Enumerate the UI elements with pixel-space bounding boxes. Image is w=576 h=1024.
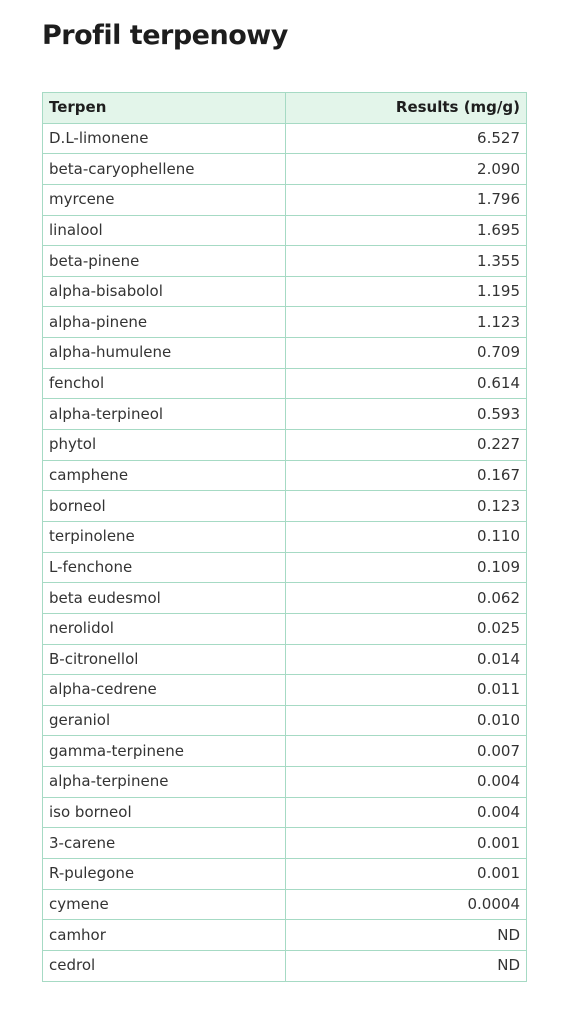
table-header-row — [43, 93, 527, 124]
result-value-cell: 0.010 — [286, 705, 527, 736]
table-row — [43, 246, 527, 277]
terpene-table — [42, 92, 527, 982]
table-row — [43, 154, 527, 185]
terpene-name-cell: beta-pinene — [43, 246, 286, 277]
table-row — [43, 583, 527, 614]
terpene-name-cell: camhor — [43, 920, 286, 951]
table-header — [43, 93, 527, 124]
table-row — [43, 859, 527, 890]
result-value-cell: 2.090 — [286, 154, 527, 185]
result-value-cell: 0.004 — [286, 797, 527, 828]
result-value-cell: 1.796 — [286, 184, 527, 215]
result-value-cell: 0.123 — [286, 491, 527, 522]
table-row — [43, 276, 527, 307]
table-row — [43, 705, 527, 736]
terpene-name-cell: alpha-terpinene — [43, 767, 286, 798]
result-value-cell: 1.695 — [286, 215, 527, 246]
page-title: Profil terpenowy — [42, 20, 288, 51]
result-value-cell: 0.011 — [286, 675, 527, 706]
result-value-cell: 0.001 — [286, 828, 527, 859]
result-value-cell: 0.062 — [286, 583, 527, 614]
result-value-cell: 0.014 — [286, 644, 527, 675]
result-value-cell: 0.709 — [286, 338, 527, 369]
terpene-name-cell: alpha-pinene — [43, 307, 286, 338]
result-value-cell: ND — [286, 950, 527, 981]
table-row — [43, 675, 527, 706]
terpene-name-cell: alpha-cedrene — [43, 675, 286, 706]
terpene-name-cell: terpinolene — [43, 521, 286, 552]
result-value-cell: 1.195 — [286, 276, 527, 307]
table-body — [43, 123, 527, 981]
table-row — [43, 828, 527, 859]
table-row — [43, 215, 527, 246]
terpene-name-cell: cymene — [43, 889, 286, 920]
result-value-cell: 0.004 — [286, 767, 527, 798]
result-value-cell: 0.001 — [286, 859, 527, 890]
terpene-name-cell: B-citronellol — [43, 644, 286, 675]
terpene-name-cell: phytol — [43, 430, 286, 461]
terpene-name-cell: R-pulegone — [43, 859, 286, 890]
result-value-cell: 0.614 — [286, 368, 527, 399]
terpene-name-cell: cedrol — [43, 950, 286, 981]
table-row — [43, 521, 527, 552]
table-row — [43, 644, 527, 675]
terpene-name-cell: beta-caryophellene — [43, 154, 286, 185]
terpene-name-cell: geraniol — [43, 705, 286, 736]
result-value-cell: 0.110 — [286, 521, 527, 552]
table-row — [43, 797, 527, 828]
terpene-name-cell: fenchol — [43, 368, 286, 399]
table-row — [43, 613, 527, 644]
column-header-terpene: Terpen — [43, 93, 286, 124]
result-value-cell: ND — [286, 920, 527, 951]
result-value-cell: 0.227 — [286, 430, 527, 461]
result-value-cell: 0.007 — [286, 736, 527, 767]
result-value-cell: 6.527 — [286, 123, 527, 154]
terpene-table-container — [42, 92, 526, 982]
table-row — [43, 767, 527, 798]
terpene-name-cell: nerolidol — [43, 613, 286, 644]
result-value-cell: 0.109 — [286, 552, 527, 583]
result-value-cell: 0.593 — [286, 399, 527, 430]
table-row — [43, 552, 527, 583]
terpene-name-cell: alpha-terpineol — [43, 399, 286, 430]
table-row — [43, 368, 527, 399]
table-row — [43, 430, 527, 461]
table-row — [43, 736, 527, 767]
terpene-name-cell: beta eudesmol — [43, 583, 286, 614]
result-value-cell: 0.025 — [286, 613, 527, 644]
terpene-name-cell: gamma-terpinene — [43, 736, 286, 767]
table-row — [43, 460, 527, 491]
terpene-name-cell: alpha-bisabolol — [43, 276, 286, 307]
terpene-name-cell: borneol — [43, 491, 286, 522]
result-value-cell: 1.355 — [286, 246, 527, 277]
terpene-name-cell: D.L-limonene — [43, 123, 286, 154]
table-row — [43, 491, 527, 522]
table-row — [43, 184, 527, 215]
table-row — [43, 399, 527, 430]
table-row — [43, 889, 527, 920]
terpene-name-cell: myrcene — [43, 184, 286, 215]
table-row — [43, 950, 527, 981]
terpene-name-cell: 3-carene — [43, 828, 286, 859]
table-row — [43, 307, 527, 338]
table-row — [43, 920, 527, 951]
terpene-name-cell: iso borneol — [43, 797, 286, 828]
result-value-cell: 0.167 — [286, 460, 527, 491]
terpene-name-cell: L-fenchone — [43, 552, 286, 583]
column-header-results: Results (mg/g) — [286, 93, 527, 124]
terpene-name-cell: alpha-humulene — [43, 338, 286, 369]
result-value-cell: 0.0004 — [286, 889, 527, 920]
terpene-name-cell: camphene — [43, 460, 286, 491]
terpene-name-cell: linalool — [43, 215, 286, 246]
result-value-cell: 1.123 — [286, 307, 527, 338]
table-row — [43, 338, 527, 369]
table-row — [43, 123, 527, 154]
